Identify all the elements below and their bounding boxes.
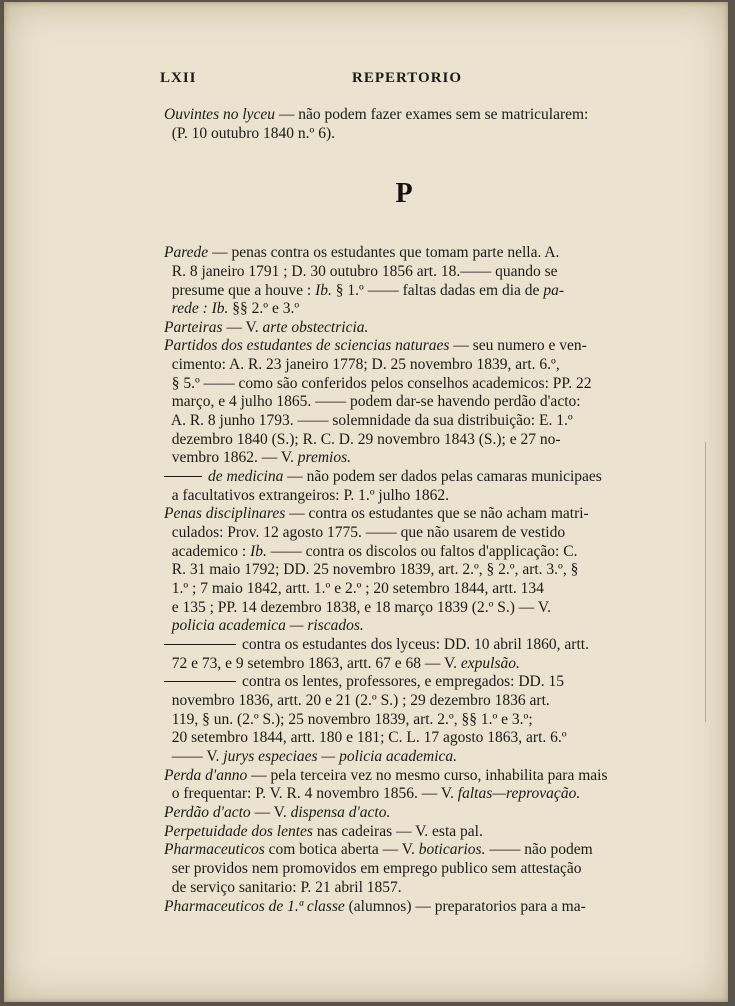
page-number: LXII [160, 70, 197, 86]
text-line [164, 747, 654, 766]
italic-text: Pharmaceuticos [164, 841, 265, 858]
text-segment: presume que a houve : [164, 282, 316, 299]
italic-text: Penas disciplinares [164, 505, 286, 522]
text-line [164, 262, 654, 281]
text-segment: — não podem ser dados pelas camaras municipaes [283, 468, 602, 485]
text-line [164, 105, 654, 124]
italic-text: Ib. [250, 543, 267, 560]
text-segment: — penas contra os estudantes que tomam parte nella. A. [208, 244, 560, 261]
ditto-dash [164, 476, 202, 478]
page-header [160, 70, 630, 90]
text-line [164, 822, 654, 841]
text-segment: o frequentar: P. V. R. 4 novembro 1856. — V. [164, 785, 458, 802]
italic-text: expulsão. [460, 655, 520, 672]
text-line [164, 486, 654, 505]
text-segment: com botica aberta — V. [264, 841, 419, 858]
text-segment: vembro 1862. — V. [164, 449, 298, 466]
ditto-dash [164, 644, 236, 646]
text-line [164, 318, 654, 337]
text-segment: 119, § un. (2.º S.); 25 novembro 1839, art. 2.º, §§ 1.º e 3.º; [164, 711, 533, 728]
text-line [164, 448, 654, 467]
italic-text: Pharmaceuticos de 1.ª classe [164, 898, 345, 915]
text-segment: contra os estudantes dos lyceus: DD. 10 abril 1860, artt. [242, 636, 589, 653]
text-line [164, 299, 654, 318]
text-segment: academico : [164, 543, 251, 560]
text-line [164, 124, 654, 143]
text-line [164, 672, 654, 691]
text-segment: 1.º ; 7 maio 1842, artt. 1.º e 2.º ; 20 setembro 1844, artt. 134 [164, 580, 544, 597]
text-segment: § 5.º —— como são conferidos pelos conselhos academicos: PP. 22 [164, 375, 592, 392]
text-segment: — contra os estudantes que se não acham matri- [285, 505, 589, 522]
text-line [164, 411, 654, 430]
text-segment: §§ 2.º e 3.º [228, 300, 300, 317]
text-segment: R. 8 janeiro 1791 ; D. 30 outubro 1856 art. 18.—— quando se [164, 263, 558, 280]
text-segment: — V. [250, 804, 291, 821]
text-segment: 72 e 73, e 9 setembro 1863, artt. 67 e 68 — V. [164, 655, 461, 672]
text-segment: de serviço sanitario: P. 21 abril 1857. [164, 879, 402, 896]
italic-text: premios. [297, 449, 352, 466]
text-line [164, 560, 654, 579]
text-line [164, 523, 654, 542]
text-segment: R. 31 maio 1792; DD. 25 novembro 1839, art. 2.º, § 2.º, art. 3.º, § [164, 561, 579, 578]
text-line [164, 598, 654, 617]
binding-edge [705, 442, 712, 722]
text-line [164, 859, 654, 878]
text-segment: dezembro 1840 (S.); R. C. D. 29 novembro 1843 (S.); e 27 no- [164, 431, 561, 448]
text-line [164, 803, 654, 822]
text-line [164, 878, 654, 897]
italic-text: Parede [164, 244, 209, 261]
text-segment: — não podem fazer exames sem se matricularem: [275, 106, 589, 123]
italic-text: policia academica — riscados. [164, 617, 364, 634]
text-line [164, 728, 654, 747]
text-line [164, 504, 654, 523]
text-line [164, 897, 654, 916]
text-line [164, 430, 654, 449]
italic-text: faltas—reprovação. [457, 785, 581, 802]
text-segment: —— V. [164, 748, 224, 765]
italic-text: arte obstectricia. [262, 319, 369, 336]
text-segment: nas cadeiras — V. esta pal. [312, 823, 483, 840]
text-line [164, 392, 654, 411]
italic-text: Perpetuidade dos lentes [164, 823, 313, 840]
text-segment: A. R. 8 junho 1793. —— solemnidade da sua distribuição: E. 1.º [164, 412, 573, 429]
text-line [164, 467, 654, 486]
running-title: REPERTORIO [352, 70, 463, 86]
text-line [164, 840, 654, 859]
text-segment: —— não podem [485, 841, 593, 858]
text-segment: cimento: A. R. 23 janeiro 1778; D. 25 novembro 1839, art. 6.º, [164, 356, 560, 373]
italic-text: jurys especiaes — policia academica. [223, 748, 458, 765]
ditto-dash [164, 681, 236, 683]
text-line [164, 654, 654, 673]
text-segment: culados: Prov. 12 agosto 1775. —— que não usarem de vestido [164, 524, 566, 541]
book-page [4, 2, 728, 1002]
italic-text: boticarios. [418, 841, 486, 858]
italic-text: Perda d'anno [164, 767, 248, 784]
text-segment: a facultativos extrangeiros: P. 1.º julho 1862. [164, 487, 450, 504]
text-segment: § 1.º —— faltas dadas em dia de [331, 282, 544, 299]
italic-text: Ib. [315, 282, 332, 299]
text-segment: (P. 10 outubro 1840 n.º 6). [164, 125, 335, 142]
text-segment: —— contra os discolos ou faltos d'applicação: C. [266, 543, 578, 560]
italic-text: Perdão d'acto [164, 804, 251, 821]
italic-text: dispensa d'acto. [290, 804, 391, 821]
italic-text: rede : Ib. [164, 300, 229, 317]
text-line [164, 691, 654, 710]
text-line [164, 336, 654, 355]
text-segment: — seu numero e ven- [449, 337, 587, 354]
section-letter: P [395, 178, 413, 209]
text-segment: — V. [222, 319, 263, 336]
italic-text: Ouvintes no lyceu [164, 106, 276, 123]
text-line [164, 616, 654, 635]
text-line [164, 243, 654, 262]
italic-text: de medicina [208, 468, 284, 485]
italic-text: pa- [543, 282, 564, 299]
italic-text: Partidos dos estudantes de sciencias naturaes [164, 337, 450, 354]
text-segment: março, e 4 julho 1865. —— podem dar-se havendo perdão d'acto: [164, 393, 581, 410]
text-line [164, 784, 654, 803]
italic-text: Parteiras [164, 319, 223, 336]
text-line [164, 579, 654, 598]
text-line [164, 281, 654, 300]
text-segment: (alumnos) — preparatorios para a ma- [344, 898, 586, 915]
text-line [164, 766, 654, 785]
text-line [164, 355, 654, 374]
text-segment: contra os lentes, professores, e empregados: DD. 15 [242, 673, 564, 690]
text-line [164, 374, 654, 393]
text-line [164, 542, 654, 561]
text-segment: — pela terceira vez no mesmo curso, inhabilita para mais [247, 767, 608, 784]
text-segment: 20 setembro 1844, artt. 180 e 181; C. L. 17 agosto 1863, art. 6.º [164, 729, 567, 746]
text-segment: e 135 ; PP. 14 dezembro 1838, e 18 março 1839 (2.º S.) — V. [164, 599, 551, 616]
text-segment: novembro 1836, artt. 20 e 21 (2.º S.) ; 29 dezembro 1836 art. [164, 692, 550, 709]
text-line [164, 710, 654, 729]
text-segment: ser providos nem promovidos em emprego publico sem attestação [164, 860, 582, 877]
text-line [164, 635, 654, 654]
